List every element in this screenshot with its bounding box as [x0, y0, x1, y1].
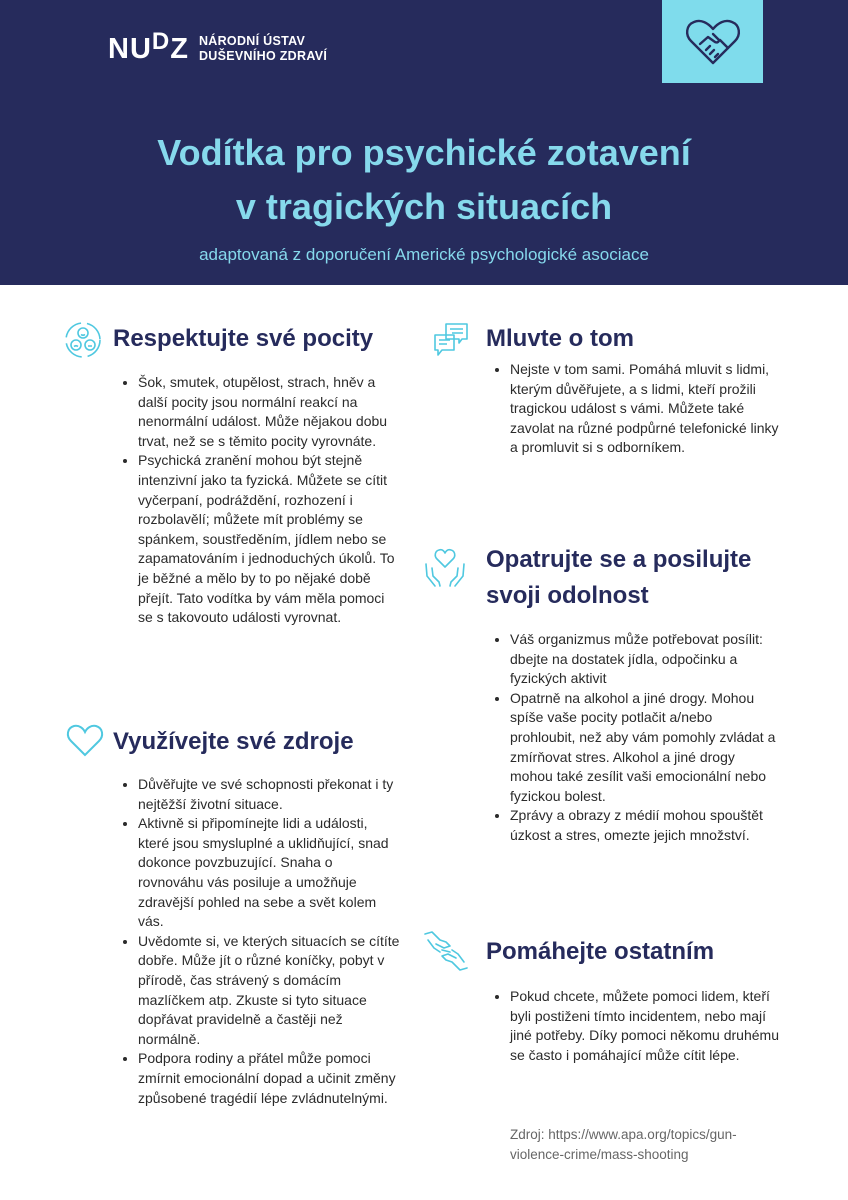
- logo-line1: NÁRODNÍ ÚSTAV: [198, 34, 306, 48]
- section-title-selfcare: [486, 542, 751, 614]
- section-title-resources: Využívejte své zdroje: [113, 728, 354, 755]
- selfcare-title-line-2: svoji odolnost: [486, 582, 649, 609]
- heart-handshake-icon: [684, 17, 742, 67]
- logo-line2: DUŠEVNÍHO ZDRAVÍ: [198, 49, 328, 63]
- list-item: • Pokud chcete, můžete pomoci lidem, kteří byli postiženi tímto incidentem, nebo mají jiné potřeby. Díky pomoci někomu druhému se často i pomáhající může cítit lépe.: [510, 987, 780, 1065]
- emotions-icon: [63, 320, 103, 365]
- section-list-talk: [492, 360, 780, 458]
- selfcare-title-line-1: Opatrujte se a posilujte: [486, 546, 752, 573]
- list-item: • Váš organizmus může potřebovat posílit: dbejte na dostatek jídla, odpočinku a fyzických aktivit: [510, 630, 780, 689]
- list-item: • Zprávy a obrazy z médií mohou spouštět úzkost a stres, omezte jejich množství.: [510, 806, 780, 845]
- section-title-help-others: Pomáhejte ostatním: [486, 938, 715, 965]
- section-list-selfcare: [492, 630, 780, 846]
- hands-heart-icon: [423, 546, 467, 595]
- title-line-2: v tragických situacích: [235, 186, 613, 227]
- heart-outline-icon: [66, 724, 104, 763]
- list-item: • Nejste v tom sami. Pomáhá mluvit s lidmi, kterým důvěřujete, a s lidmi, kteří prožili tragickou událost s vámi. Můžete také zavolat na různé podpůrné telefonické linky a promluvit si s odborníkem.: [510, 360, 780, 458]
- nudz-logo[interactable]: [108, 27, 328, 65]
- section-title-talk: Mluvte o tom: [486, 325, 634, 352]
- section-list-feelings: [120, 373, 400, 628]
- list-item: • Podpora rodiny a přátel může pomoci zmírnit emocionální dopad a učinit změny způsobené tragédií lépe zvládnutelnými.: [138, 1049, 400, 1108]
- logo-mark: $NU^DZ$: [108, 27, 189, 65]
- list-item: • Důvěřujte ve své schopnosti překonat i ty nejtěžší životní situace.: [138, 775, 400, 814]
- helping-hands-icon: [422, 928, 470, 979]
- page-title: [0, 126, 848, 234]
- chat-bubbles-icon: [432, 321, 470, 364]
- list-item: • Aktivně si připomínejte lidi a události, které jsou smysluplné a uklidňující, snad dokonce povzbuzující. Snaha o rovnováhu vás posiluje a umožňuje zdravější pohled na sebe a svět kolem vás.: [138, 814, 400, 932]
- header-icon-box: [662, 0, 763, 83]
- list-item: • Uvědomte si, ve kterých situacích se cítíte dobře. Může jít o různé koníčky, pobyt v přírodě, čas strávený s domácím mazlíčkem atp. Zkuste si tyto situace dopřávat pravidelně a častěji než normálně.: [138, 932, 400, 1050]
- section-list-resources: [120, 775, 400, 1108]
- section-title-feelings: Respektujte své pocity: [113, 325, 374, 352]
- list-item: • Opatrně na alkohol a jiné drogy. Mohou spíše vaše pocity potlačit a/nebo prohloubit, než aby vám pomohly zvládat a zmírňovat stres. Alkohol a jiné drogy mohou také zesílit vaši emocionální nebo fyzickou bolest.: [510, 689, 780, 807]
- page-subtitle: adaptovaná z doporučení Americké psychologické asociace: [199, 245, 649, 264]
- title-line-1: Vodítka pro psychické zotavení: [157, 132, 691, 173]
- logo-text: [199, 34, 327, 64]
- header-banner: [0, 0, 848, 285]
- list-item: • Psychická zranění mohou být stejně intenzivní jako ta fyzická. Můžete se cítit vyčerpaní, podráždění, rozhození i rozbolavělí; můžete mít problémy se spánkem, soustředěním, jídlem nebo se zapamatováním i jednoduchých úkolů. To je běžné a mělo by to po nějaké době přejít. Tato vodítka by vám měla pomoci se s takovouto události vyrovnat.: [138, 451, 400, 627]
- list-item: • Šok, smutek, otupělost, strach, hněv a další pocity jsou normální reakcí na nenormální událost. Může nějakou dobu trvat, než se s těmito pocity vyrovnáte.: [138, 373, 400, 451]
- source-link[interactable]: Zdroj: https://www.apa.org/topics/gun-violence-crime/mass-shooting: [510, 1127, 737, 1162]
- section-list-help-others: [492, 987, 780, 1065]
